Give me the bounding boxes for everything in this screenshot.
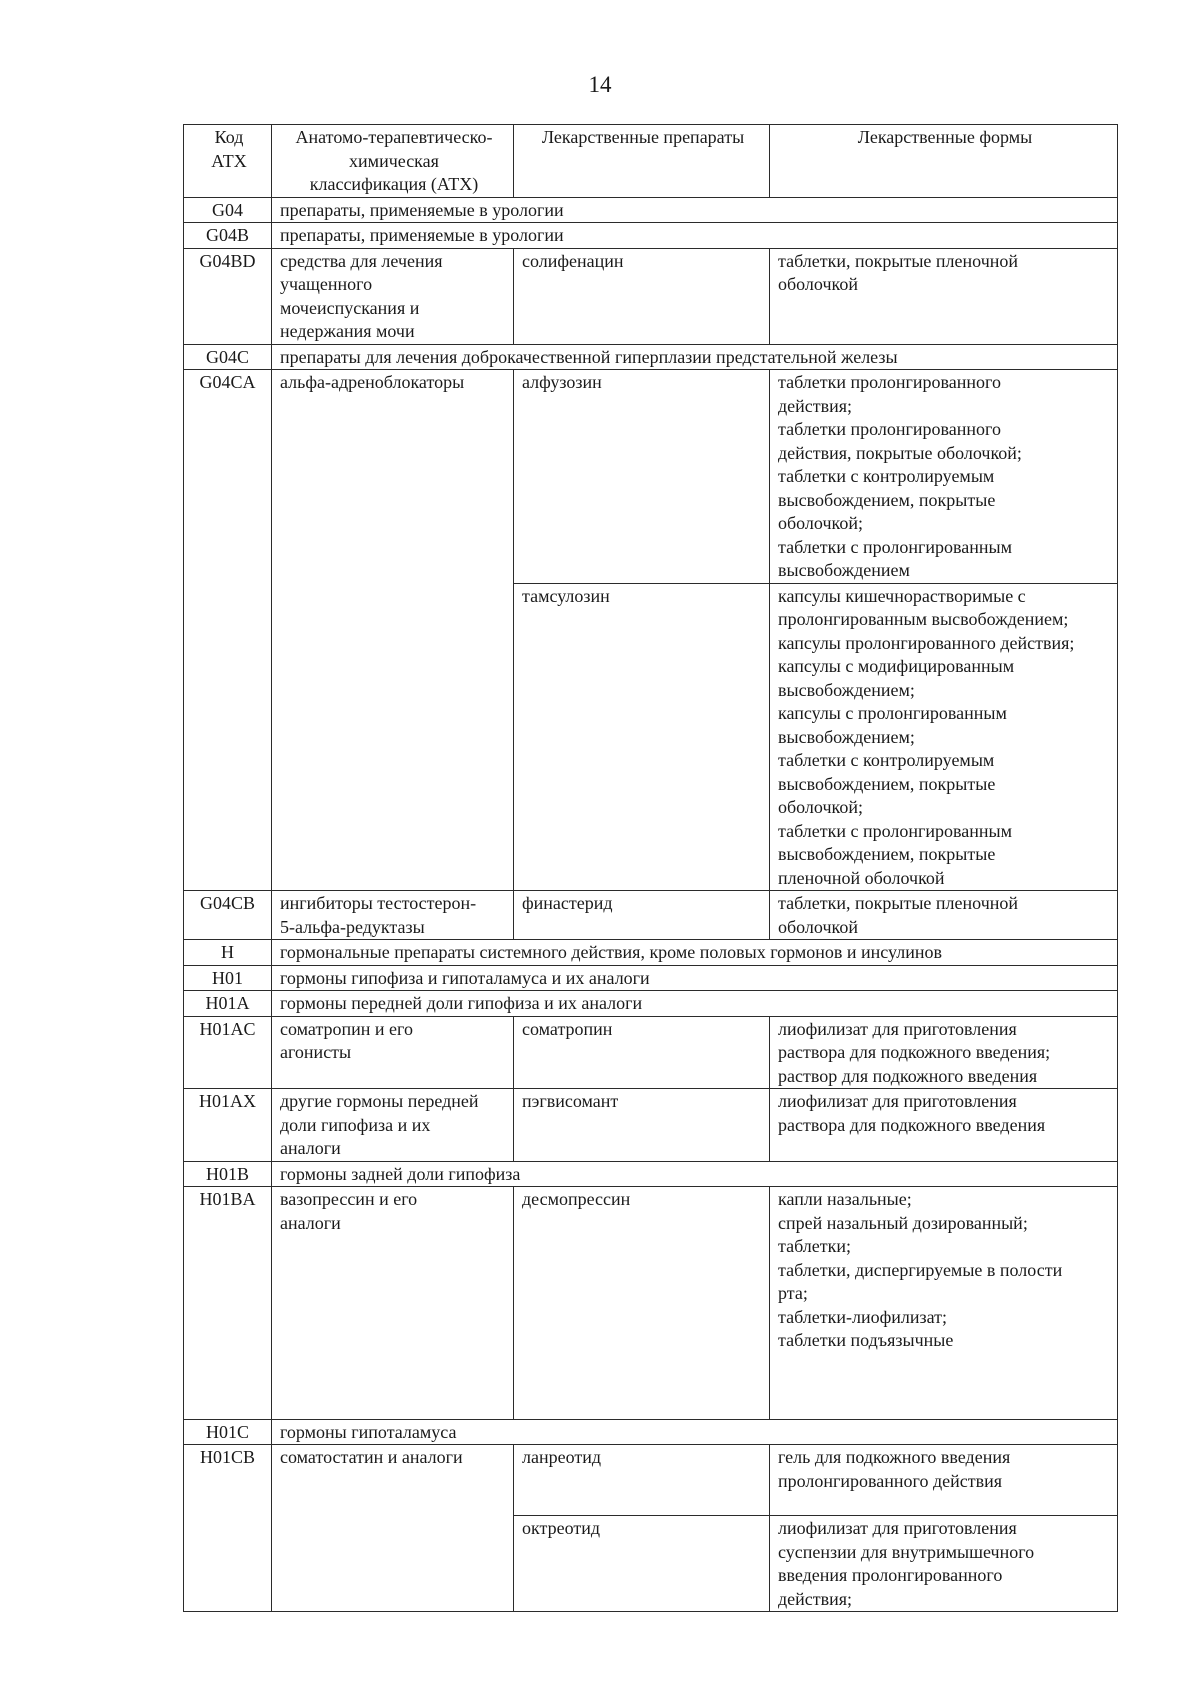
text-line: капли назальные; [778, 1189, 912, 1209]
atx-code: H01B [184, 1161, 272, 1187]
drug-name: десмопрессин [514, 1187, 770, 1420]
table-row [184, 965, 1118, 991]
text-line: оболочкой; [778, 797, 863, 817]
dosage-forms [770, 1516, 1118, 1612]
atx-class [272, 370, 514, 891]
text-line: раствора для подкожного введения [778, 1114, 1046, 1135]
drug-name: финастерид [514, 891, 770, 940]
table-row [184, 1187, 1118, 1420]
group-name: гормоны задней доли гипофиза [272, 1161, 1118, 1187]
blank-line [778, 1493, 1112, 1515]
text-line: таблетки с пролонгированным [778, 820, 1013, 841]
dosage-forms [770, 583, 1118, 891]
text-line: высвобождением, покрытые [778, 489, 996, 510]
text-line: лиофилизат для приготовления [778, 1018, 1017, 1039]
atx-code: G04 [184, 197, 272, 223]
text-line: другие гормоны передней [280, 1091, 479, 1111]
text-line: раствор для подкожного введения [778, 1065, 1038, 1086]
page-number: 14 [588, 72, 612, 97]
table-row [184, 248, 1118, 344]
text-line: таблетки с контролируемым [778, 466, 995, 486]
header-code: Код АТХ [184, 125, 272, 198]
group-name: гормоны передней доли гипофиза и их аналоги [272, 991, 1118, 1017]
text-line: пролонгированным высвобождением; [778, 609, 1069, 629]
text-line: высвобождением; [778, 726, 915, 747]
text-line: рта; [778, 1283, 808, 1303]
table-row [184, 344, 1118, 370]
text-line: оболочкой [778, 274, 858, 294]
text-line: соматостатин и аналоги [280, 1447, 463, 1467]
dosage-forms [770, 248, 1118, 344]
text-line: мочеиспускания и [280, 297, 420, 318]
group-name: гормоны гипофиза и гипоталамуса и их аналоги [272, 965, 1118, 991]
table-row [184, 940, 1118, 966]
drug-name: пэгвисомант [514, 1089, 770, 1162]
text-line: таблетки с контролируемым [778, 750, 995, 770]
text-line: высвобождением, покрытые [778, 844, 996, 864]
text-line: лиофилизат для приготовления [778, 1518, 1017, 1538]
atx-code: H [184, 940, 272, 966]
text-line: недержания мочи [280, 321, 415, 341]
blank-line [778, 1397, 1112, 1419]
text-line: учащенного [280, 274, 373, 294]
table-row [184, 891, 1118, 940]
dosage-forms [770, 1089, 1118, 1162]
text-line: капсулы пролонгированного действия; [778, 632, 1075, 653]
text-line: альфа-адреноблокаторы [280, 372, 465, 392]
text-line: высвобождением [778, 560, 910, 580]
text-line: действия; [778, 1588, 853, 1609]
group-name: препараты, применяемые в урологии [272, 197, 1118, 223]
dosage-forms [770, 1445, 1118, 1516]
drug-name: солифенацин [514, 248, 770, 344]
dosage-forms [770, 370, 1118, 584]
atx-class [272, 1089, 514, 1162]
atx-code: G04CA [184, 370, 272, 891]
text-line: высвобождением, покрытые [778, 773, 996, 794]
text-line: введения пролонгированного [778, 1565, 1003, 1585]
header-classification: Анатомо-терапевтическо- химическая классификация (АТХ) [272, 125, 514, 198]
text-line: капсулы с пролонгированным [778, 703, 1007, 723]
atx-code: H01AC [184, 1016, 272, 1089]
table-row [184, 1419, 1118, 1445]
text-line: 5-альфа-редуктазы [280, 916, 425, 937]
table-row [184, 370, 1118, 584]
text-line: суспензии для внутримышечного [778, 1541, 1035, 1562]
text-line: таблетки, диспергируемые в полости [778, 1259, 1063, 1280]
text-line: действия; [778, 395, 853, 416]
atx-code: G04B [184, 223, 272, 249]
atx-code: G04C [184, 344, 272, 370]
atx-code: H01AX [184, 1089, 272, 1162]
text-line: таблетки подъязычные [778, 1330, 954, 1350]
text-line: таблетки, покрытые пленочной [778, 250, 1019, 271]
group-name: гормоны гипоталамуса [272, 1419, 1118, 1445]
header-drugs: Лекарственные препараты [514, 125, 770, 198]
blank-line [778, 1375, 1112, 1397]
blank-line [778, 1353, 1112, 1375]
dosage-forms [770, 1187, 1118, 1420]
text-line: действия, покрытые оболочкой; [778, 442, 1022, 463]
atx-table [183, 124, 1118, 1612]
atx-code: H01A [184, 991, 272, 1017]
text-line: соматропин и его [280, 1018, 413, 1039]
text-line: агонисты [280, 1042, 352, 1062]
text-line: таблетки-лиофилизат; [778, 1306, 948, 1327]
text-line: аналоги [280, 1212, 341, 1233]
table-header-row [184, 125, 1118, 198]
table-body [184, 197, 1118, 1612]
atx-class [272, 248, 514, 344]
atx-class [272, 891, 514, 940]
atx-class [272, 1187, 514, 1420]
drug-name: соматропин [514, 1016, 770, 1089]
text-line: вазопрессин и его [280, 1189, 418, 1209]
table-row [184, 1445, 1118, 1516]
atx-code: H01 [184, 965, 272, 991]
atx-code: H01BA [184, 1187, 272, 1420]
text-line: оболочкой; [778, 513, 863, 533]
text-line: таблетки пролонгированного [778, 372, 1001, 392]
text-line: ингибиторы тестостерон- [280, 893, 477, 913]
text-line: спрей назальный дозированный; [778, 1212, 1028, 1233]
text-line: аналоги [280, 1138, 341, 1158]
text-line: раствора для подкожного введения; [778, 1042, 1051, 1062]
text-line: высвобождением; [778, 679, 915, 700]
text-line: пленочной оболочкой [778, 867, 945, 888]
drug-name: алфузозин [514, 370, 770, 584]
text-line: капсулы кишечнорастворимые с [778, 585, 1026, 606]
atx-code: G04BD [184, 248, 272, 344]
table-row [184, 1016, 1118, 1089]
text-line: таблетки, покрытые пленочной [778, 893, 1019, 913]
text-line: таблетки с пролонгированным [778, 536, 1013, 557]
table-row [184, 1161, 1118, 1187]
text-line: доли гипофиза и их [280, 1114, 431, 1135]
text-line: средства для лечения [280, 250, 443, 271]
header-forms: Лекарственные формы [770, 125, 1118, 198]
drug-name: тамсулозин [514, 583, 770, 891]
drug-name: ланреотид [514, 1445, 770, 1516]
table-row [184, 197, 1118, 223]
atx-code: H01CB [184, 1445, 272, 1612]
atx-code: H01C [184, 1419, 272, 1445]
drug-name: октреотид [514, 1516, 770, 1612]
text-line: лиофилизат для приготовления [778, 1091, 1017, 1111]
table-row [184, 1089, 1118, 1162]
text-line: капсулы с модифицированным [778, 656, 1015, 676]
dosage-forms [770, 891, 1118, 940]
text-line: таблетки пролонгированного [778, 419, 1001, 439]
text-line: оболочкой [778, 916, 858, 937]
dosage-forms [770, 1016, 1118, 1089]
atx-class [272, 1445, 514, 1612]
table-row [184, 223, 1118, 249]
group-name: препараты для лечения доброкачественной гиперплазии предстательной железы [272, 344, 1118, 370]
atx-code: G04CB [184, 891, 272, 940]
text-line: таблетки; [778, 1236, 852, 1256]
group-name: препараты, применяемые в урологии [272, 223, 1118, 249]
table-row [184, 991, 1118, 1017]
atx-class [272, 1016, 514, 1089]
group-name: гормональные препараты системного действия, кроме половых гормонов и инсулинов [272, 940, 1118, 966]
text-line: гель для подкожного введения [778, 1447, 1011, 1467]
text-line: пролонгированного действия [778, 1470, 1003, 1491]
